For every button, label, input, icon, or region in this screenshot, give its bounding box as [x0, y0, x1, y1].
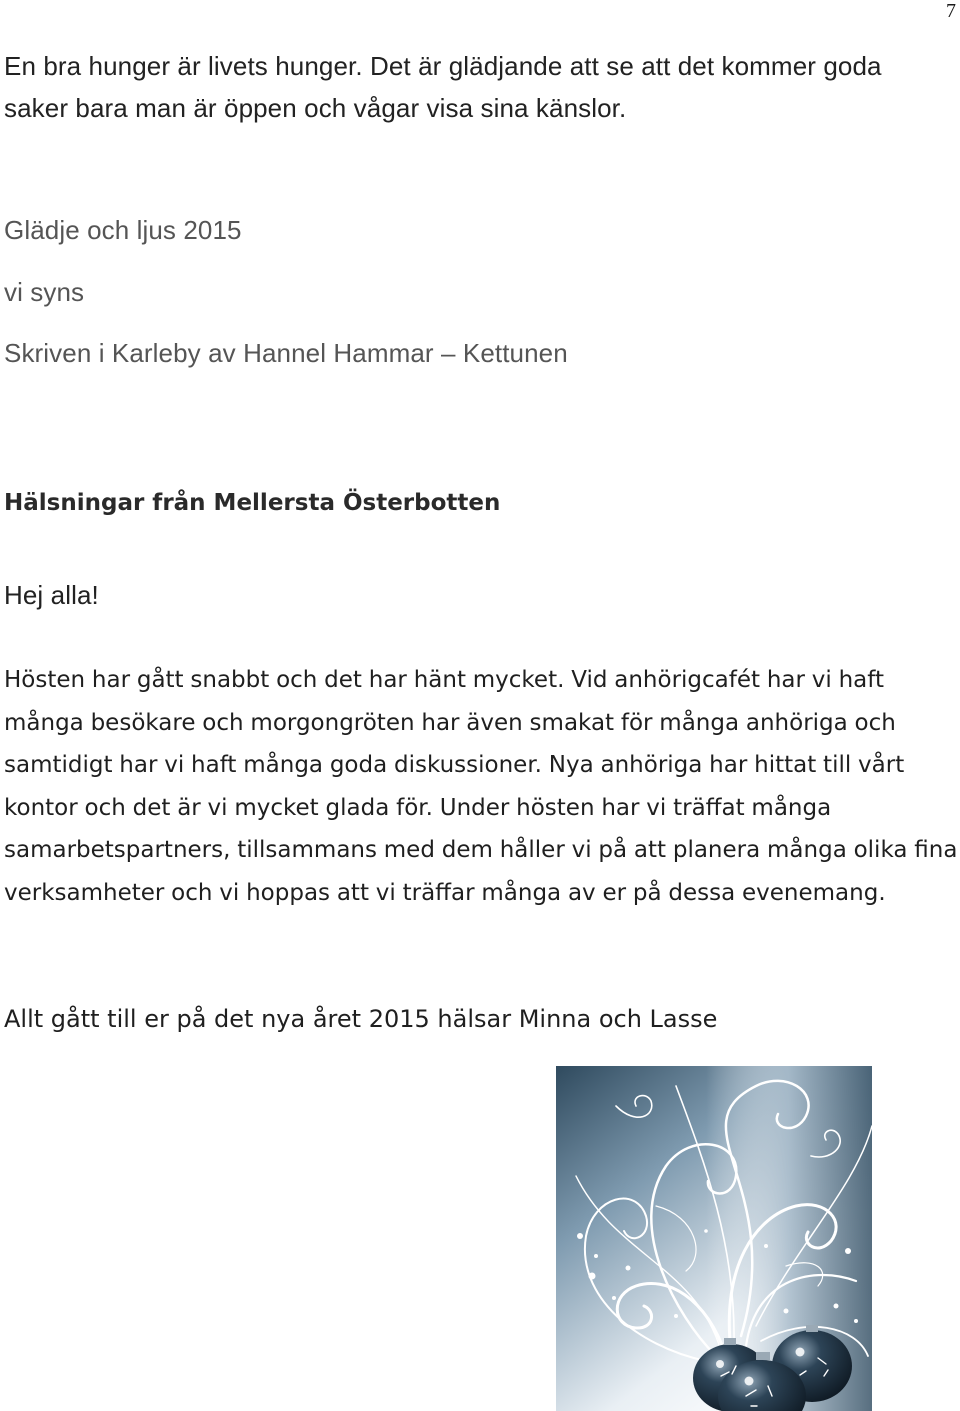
closing-line: Allt gått till er på det nya året 2015 hälsar Minna och Lasse	[4, 1005, 718, 1033]
salutation: Hej alla!	[4, 580, 99, 610]
intro-paragraph	[4, 45, 882, 129]
poem-subtitle: vi syns	[4, 277, 85, 307]
page-number: 7	[946, 0, 956, 22]
christmas-ornaments-illustration	[556, 1066, 872, 1411]
poem-title: Glädje och ljus 2015	[4, 215, 242, 245]
section-heading: Hälsningar från Mellersta Österbotten	[4, 490, 501, 516]
intro-line-1: En bra hunger är livets hunger. Det är glädjande att se att det kommer goda	[4, 51, 882, 81]
ornaments-image	[556, 1066, 872, 1411]
poem-author: Skriven i Karleby av Hannel Hammar – Kettunen	[4, 338, 568, 368]
greeting-body: Hösten har gått snabbt och det har hänt mycket. Vid anhörigcafét har vi haft många besökare och morgongröten har även smakat för många anhöriga och samtidigt har vi haft många goda diskussioner. Nya anhöriga har hittat till vårt kontor och det är vi mycket glada för. Under hösten har vi träffat många samarbetspartners, tillsammans med dem håller vi på att planera många olika fina verksamheter och vi hoppas att vi träffar många av er på dessa evenemang.	[4, 667, 958, 906]
intro-line-2: saker bara man är öppen och vågar visa sina känslor.	[4, 93, 627, 123]
